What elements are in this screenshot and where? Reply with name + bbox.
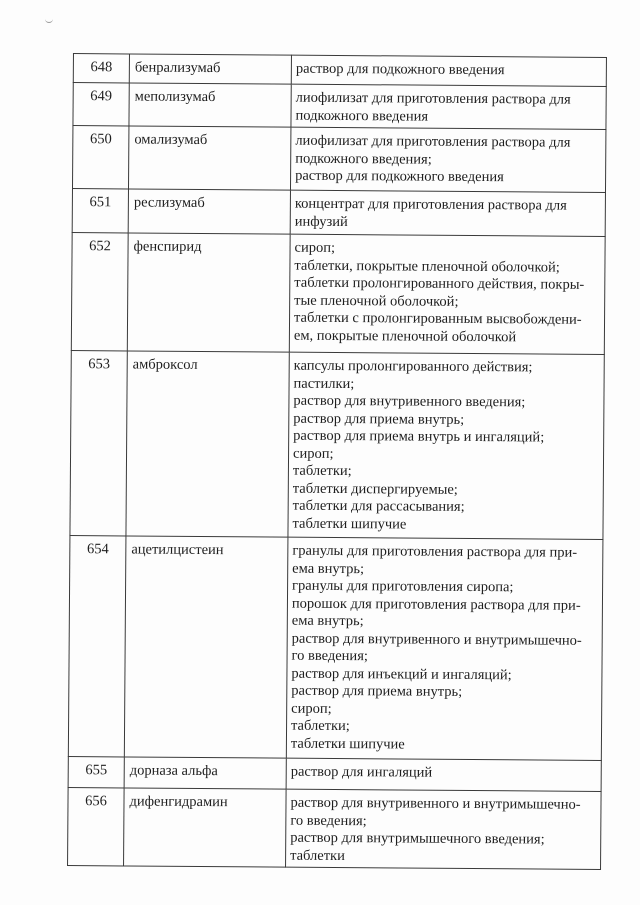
- dosage-forms-cell: [286, 789, 602, 869]
- dosage-form-line: ем, покрытые пленочной оболочкой: [293, 327, 517, 345]
- dosage-form-line: таблетки для рассасывания;: [292, 497, 465, 515]
- dosage-form-line: ема внутрь;: [291, 612, 364, 630]
- row-number: 651: [72, 189, 128, 233]
- dosage-form-line: раствор для подкожного введения: [295, 167, 504, 186]
- dosage-form-line: порошок для приготовления раствора для при-: [291, 595, 581, 614]
- dosage-form-line: раствор для внутривенного и внутримышечно-: [291, 630, 582, 649]
- dosage-form-line: лиофилизат для приготовления раствора для: [295, 89, 571, 108]
- dosage-form-line: подкожного введения;: [295, 150, 432, 168]
- dosage-form-line: гранулы для приготовления раствора для при-: [292, 542, 578, 561]
- dosage-form-line: раствор для внутривенного введения;: [293, 392, 526, 411]
- dosage-form-line: сироп;: [291, 700, 332, 717]
- dosage-form-line: таблетки пролонгированного действия, покры-: [294, 274, 585, 293]
- dosage-form-line: го введения;: [290, 812, 367, 829]
- drug-name: фенспирид: [127, 233, 290, 352]
- dosage-form-line: тые пленочной оболочкой;: [294, 292, 459, 310]
- dosage-forms-cell: [286, 537, 603, 760]
- table-row: [73, 83, 606, 130]
- drug-name: амброксол: [126, 351, 289, 537]
- dosage-form-line: таблетки шипучие: [290, 735, 405, 753]
- dosage-form-line: концентрат для приготовления раствора для: [294, 195, 567, 214]
- dosage-form-line: сироп;: [294, 239, 336, 256]
- dosage-form-line: раствор для подкожного введения: [295, 60, 505, 79]
- row-number: 655: [68, 757, 124, 788]
- dosage-form-line: капсулы пролонгированного действия;: [293, 357, 533, 376]
- drug-name: реслизумаб: [128, 189, 290, 234]
- dosage-form-line: лиофилизат для приготовления раствора для: [295, 132, 571, 151]
- medication-table-body: [68, 54, 607, 870]
- drug-name: дифенгидрамин: [124, 788, 287, 867]
- row-number: 653: [70, 351, 127, 536]
- row-number: 649: [73, 83, 129, 126]
- dosage-form-line: раствор для приема внутрь и ингаляций;: [293, 427, 545, 446]
- dosage-form-line: сироп;: [293, 445, 334, 462]
- row-number: 648: [73, 54, 129, 83]
- table-row: [72, 189, 605, 237]
- dosage-form-line: раствор для приема внутрь;: [293, 410, 465, 428]
- drug-name: дорназа альфа: [124, 757, 286, 789]
- dosage-form-line: раствор для ингаляций: [290, 763, 433, 781]
- dosage-form-line: раствор для внутримышечного введения;: [290, 829, 545, 848]
- dosage-form-line: го введения;: [291, 647, 368, 665]
- drug-name: меполизумаб: [129, 83, 291, 127]
- drug-name: омализумаб: [128, 126, 290, 190]
- scan-mark: [45, 18, 53, 23]
- dosage-forms-cell: [290, 190, 605, 236]
- dosage-form-line: гранулы для приготовления сиропа;: [292, 577, 514, 596]
- medication-table: [67, 53, 607, 870]
- dosage-form-line: таблетки;: [291, 717, 350, 735]
- dosage-form-line: пастилки;: [293, 375, 355, 392]
- dosage-forms-cell: [289, 234, 605, 354]
- dosage-form-line: раствор для приема внутрь;: [291, 682, 463, 700]
- dosage-form-line: подкожного введения: [295, 107, 429, 125]
- dosage-form-line: раствор для внутривенного и внутримышечно-: [290, 794, 581, 813]
- table-row: [73, 54, 606, 87]
- dosage-form-line: таблетки, покрытые пленочной оболочкой;: [294, 257, 560, 276]
- dosage-forms-cell: [286, 758, 601, 791]
- drug-name: бенрализумаб: [129, 54, 291, 84]
- table-row: [71, 233, 605, 355]
- dosage-form-line: таблетки шипучие: [292, 515, 407, 533]
- dosage-forms-cell: [290, 127, 605, 192]
- row-number: 656: [68, 788, 125, 866]
- row-number: 650: [72, 126, 128, 189]
- table-row: [68, 788, 602, 870]
- table-row: [72, 126, 605, 193]
- table-row: [70, 351, 604, 540]
- dosage-forms-cell: [288, 352, 604, 539]
- dosage-form-line: таблетки диспергируемые;: [292, 480, 458, 498]
- drug-name: ацетилцистеин: [124, 536, 288, 758]
- dosage-form-line: ема внутрь;: [292, 560, 365, 577]
- table-row: [68, 536, 603, 761]
- dosage-form-line: таблетки: [290, 847, 345, 864]
- dosage-form-line: таблетки;: [292, 462, 352, 480]
- dosage-forms-cell: [291, 55, 606, 86]
- dosage-forms-cell: [291, 84, 606, 129]
- dosage-form-line: раствор для инъекций и ингаляций;: [291, 665, 512, 683]
- dosage-form-line: инфузий: [294, 213, 348, 230]
- row-number: 652: [71, 233, 128, 351]
- row-number: 654: [68, 536, 126, 757]
- dosage-form-line: таблетки с пролонгированным высвобождени-: [293, 309, 582, 328]
- table-row: [68, 757, 601, 792]
